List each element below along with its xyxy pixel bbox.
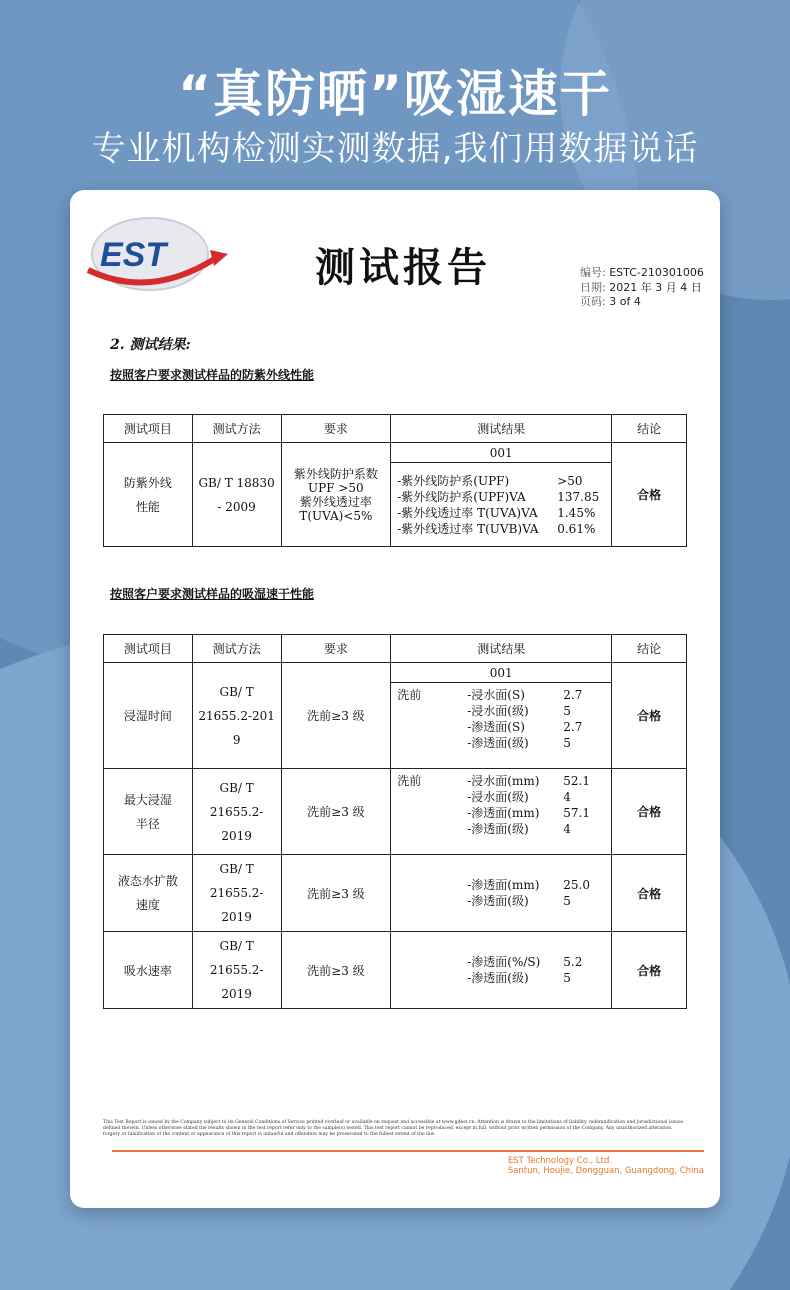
test-results: -渗透面(mm) 25.0 -渗透面(级) 5 bbox=[391, 855, 612, 932]
test-requirement: 洗前≥3 级 bbox=[281, 769, 391, 855]
uv-table bbox=[103, 414, 687, 547]
conclusion: 合格 bbox=[612, 443, 687, 547]
report-card bbox=[70, 190, 720, 1208]
col-header: 测试方法 bbox=[192, 635, 281, 663]
test-method: GB/ T 21655.2-2019 bbox=[192, 769, 281, 855]
test-requirement: 洗前≥3 级 bbox=[281, 855, 391, 932]
test-item: 最大浸湿 半径 bbox=[104, 769, 193, 855]
uv-subtitle: 按照客户要求测试样品的防紫外线性能 bbox=[110, 368, 315, 382]
section-title: 2. 测试结果: bbox=[110, 337, 191, 353]
footer-divider bbox=[112, 1150, 704, 1152]
col-header: 结论 bbox=[612, 635, 687, 663]
col-header: 测试项目 bbox=[104, 415, 193, 443]
col-header: 要求 bbox=[281, 415, 391, 443]
report-meta bbox=[580, 266, 704, 310]
conclusion: 合格 bbox=[612, 769, 687, 855]
logo-text: EST bbox=[100, 236, 167, 274]
sample-id: 001 bbox=[391, 443, 612, 463]
col-header: 结论 bbox=[612, 415, 687, 443]
test-results: -渗透面(%/S) 5.2 -渗透面(级) 5 bbox=[391, 932, 612, 1009]
report-title: 测试报告 bbox=[315, 244, 491, 291]
meta-number: 编号: ESTC-210301006 bbox=[580, 266, 704, 279]
col-header: 测试结果 bbox=[391, 635, 612, 663]
test-requirement: 洗前≥3 级 bbox=[281, 663, 391, 769]
col-header: 测试项目 bbox=[104, 635, 193, 663]
subheadline: 专业机构检测实测数据,我们用数据说话 bbox=[91, 129, 699, 169]
meta-date: 日期: 2021 年 3 月 4 日 bbox=[580, 280, 702, 294]
col-header: 测试结果 bbox=[391, 415, 612, 443]
headline: “真防晒”吸湿速干 bbox=[178, 65, 612, 123]
test-item: 吸水速率 bbox=[104, 932, 193, 1009]
test-requirement: 紫外线防护系数 UPF >50 紫外线透过率 T(UVA)<5% bbox=[281, 443, 391, 547]
test-method: GB/ T 18830 - 2009 bbox=[192, 443, 281, 547]
est-logo bbox=[80, 214, 230, 294]
conclusion: 合格 bbox=[612, 663, 687, 769]
company-footer: EST Technology Co., Ltd. Santun, Houjie, Dongguan, Guangdong, China bbox=[507, 1156, 704, 1176]
col-header: 测试方法 bbox=[192, 415, 281, 443]
test-results: 洗前 -浸水面(mm) 52.1 -浸水面(级) 4 -渗透面(mm) 57.1 -渗透面(级) 4 bbox=[391, 769, 612, 855]
test-results: 洗前 -浸水面(S) 2.7 -浸水面(级) 5 -渗透面(S) 2.7 -渗透面(级) 5 bbox=[391, 683, 612, 769]
test-requirement: 洗前≥3 级 bbox=[281, 932, 391, 1009]
test-item: 防紫外线 性能 bbox=[104, 443, 193, 547]
sample-id: 001 bbox=[391, 663, 612, 683]
test-method: GB/ T 21655.2-2019 bbox=[192, 855, 281, 932]
test-results: -紫外线防护系(UPF) >50 -紫外线防护系(UPF)VA 137.85 -紫外线透过率 T(UVA)VA 1.45% -紫外线透过率 T(UVB)VA 0.61% bbox=[391, 463, 612, 547]
test-method: GB/ T 21655.2-201 9 bbox=[192, 663, 281, 769]
test-item: 浸湿时间 bbox=[104, 663, 193, 769]
moisture-subtitle: 按照客户要求测试样品的吸湿速干性能 bbox=[110, 587, 315, 601]
conclusion: 合格 bbox=[612, 855, 687, 932]
moisture-table bbox=[103, 634, 687, 1009]
col-header: 要求 bbox=[281, 635, 391, 663]
meta-page: 页码: 3 of 4 bbox=[580, 295, 641, 308]
test-method: GB/ T 21655.2-2019 bbox=[192, 932, 281, 1009]
test-item: 液态水扩散 速度 bbox=[104, 855, 193, 932]
disclaimer: This Test Report is issued by the Company subject to its General Conditions of Service printed overleaf or available on request and accessible at www.gdest.cn. Attention is drawn to the limitations of liability, indemnification and jurisdictional issues defined therein. Unless otherwise stated the results shown in the test report refer only to the sample(s) tested. This test report cannot be reproduced, except in full, without prior written permission of the Company. Any unauthorized alteration, forgery or falsification of the content or appearance of this report is unlawful and offenders may be prosecuted to the fullest extent of the law. bbox=[103, 1120, 684, 1137]
conclusion: 合格 bbox=[612, 932, 687, 1009]
